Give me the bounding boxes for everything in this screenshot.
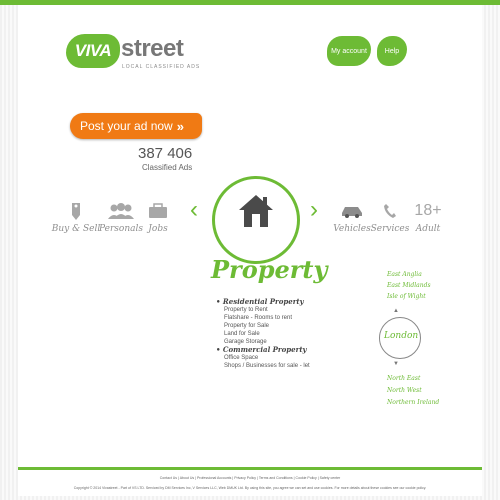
category-adult[interactable] bbox=[403, 201, 453, 234]
subcategory-link[interactable]: Land for Sale bbox=[224, 331, 260, 337]
chevron-up-icon[interactable]: ▲ bbox=[393, 308, 399, 314]
footer-links[interactable]: Contact Us | About Us | Professional Accounts | Privacy Policy | Terms and Conditions | Cookie Policy | Safety center bbox=[159, 476, 341, 480]
subcategory-heading[interactable]: • Residential Property bbox=[216, 297, 304, 306]
house-icon bbox=[237, 193, 275, 234]
category-label: Buy & Sell bbox=[51, 224, 101, 234]
subcategory-link[interactable]: Garage Storage bbox=[224, 339, 267, 345]
category-label: Services bbox=[370, 224, 410, 234]
tag-icon bbox=[51, 201, 101, 221]
next-category-arrow[interactable]: › bbox=[310, 196, 318, 223]
region-option[interactable]: Northern Ireland bbox=[387, 399, 440, 406]
selected-category-title: Property bbox=[211, 255, 328, 284]
subcategory-link[interactable]: Shops / Businesses for sale - let bbox=[224, 363, 310, 369]
post-ad-button[interactable] bbox=[70, 113, 202, 139]
subcategory-list bbox=[216, 298, 310, 370]
double-chevron-right-icon: » bbox=[176, 118, 184, 134]
category-jobs[interactable] bbox=[133, 201, 183, 234]
vivastreet-logo[interactable] bbox=[66, 34, 201, 70]
help-button[interactable]: Help bbox=[377, 36, 407, 66]
category-buy-sell[interactable] bbox=[51, 201, 101, 234]
logo-word: street bbox=[121, 35, 184, 62]
subcategory-link[interactable]: Office Space bbox=[224, 355, 259, 361]
logo-badge: VIVA bbox=[66, 34, 120, 68]
category-label: Jobs bbox=[148, 224, 168, 234]
subcategory-link[interactable]: Flatshare - Rooms to rent bbox=[224, 315, 293, 321]
subcategory-link[interactable]: Property for Sale bbox=[224, 323, 270, 329]
ads-count: 387 406 bbox=[138, 145, 193, 162]
prev-category-arrow[interactable]: ‹ bbox=[190, 196, 198, 223]
subcategory-link[interactable]: Property to Rent bbox=[224, 307, 268, 313]
footer-copyright: Copyright © 2014 Vivastreet - Part of VS LTD. Serviced by DM Services Inc, V Services LLC, Web DMUK Ltd. By using this site, you agree we can set and use cookies. For more details about these cookies see our cookie policy. bbox=[73, 486, 427, 490]
subcategory-heading[interactable]: • Commercial Property bbox=[216, 345, 307, 354]
briefcase-icon bbox=[133, 201, 183, 221]
ads-count-label: Classified Ads bbox=[142, 163, 193, 172]
adult-18-icon: 18+ bbox=[414, 202, 442, 219]
region-selected[interactable]: London bbox=[384, 331, 419, 341]
my-account-button[interactable]: My account bbox=[327, 36, 371, 66]
post-ad-label: Post your ad now bbox=[80, 119, 173, 133]
logo-tagline: LOCAL CLASSIFIED ADS bbox=[122, 64, 201, 70]
footer-divider bbox=[18, 467, 482, 470]
region-option[interactable]: North East bbox=[387, 375, 421, 382]
region-option[interactable]: North West bbox=[387, 387, 422, 394]
region-option[interactable]: East Midlands bbox=[387, 282, 431, 289]
chevron-down-icon[interactable]: ▼ bbox=[393, 361, 399, 367]
region-option[interactable]: Isle of Wight bbox=[387, 293, 426, 300]
region-option[interactable]: East Anglia bbox=[387, 271, 422, 278]
category-label: Adult bbox=[415, 224, 441, 234]
category-label: Personals bbox=[99, 224, 143, 234]
category-label: Vehicles bbox=[333, 224, 371, 234]
